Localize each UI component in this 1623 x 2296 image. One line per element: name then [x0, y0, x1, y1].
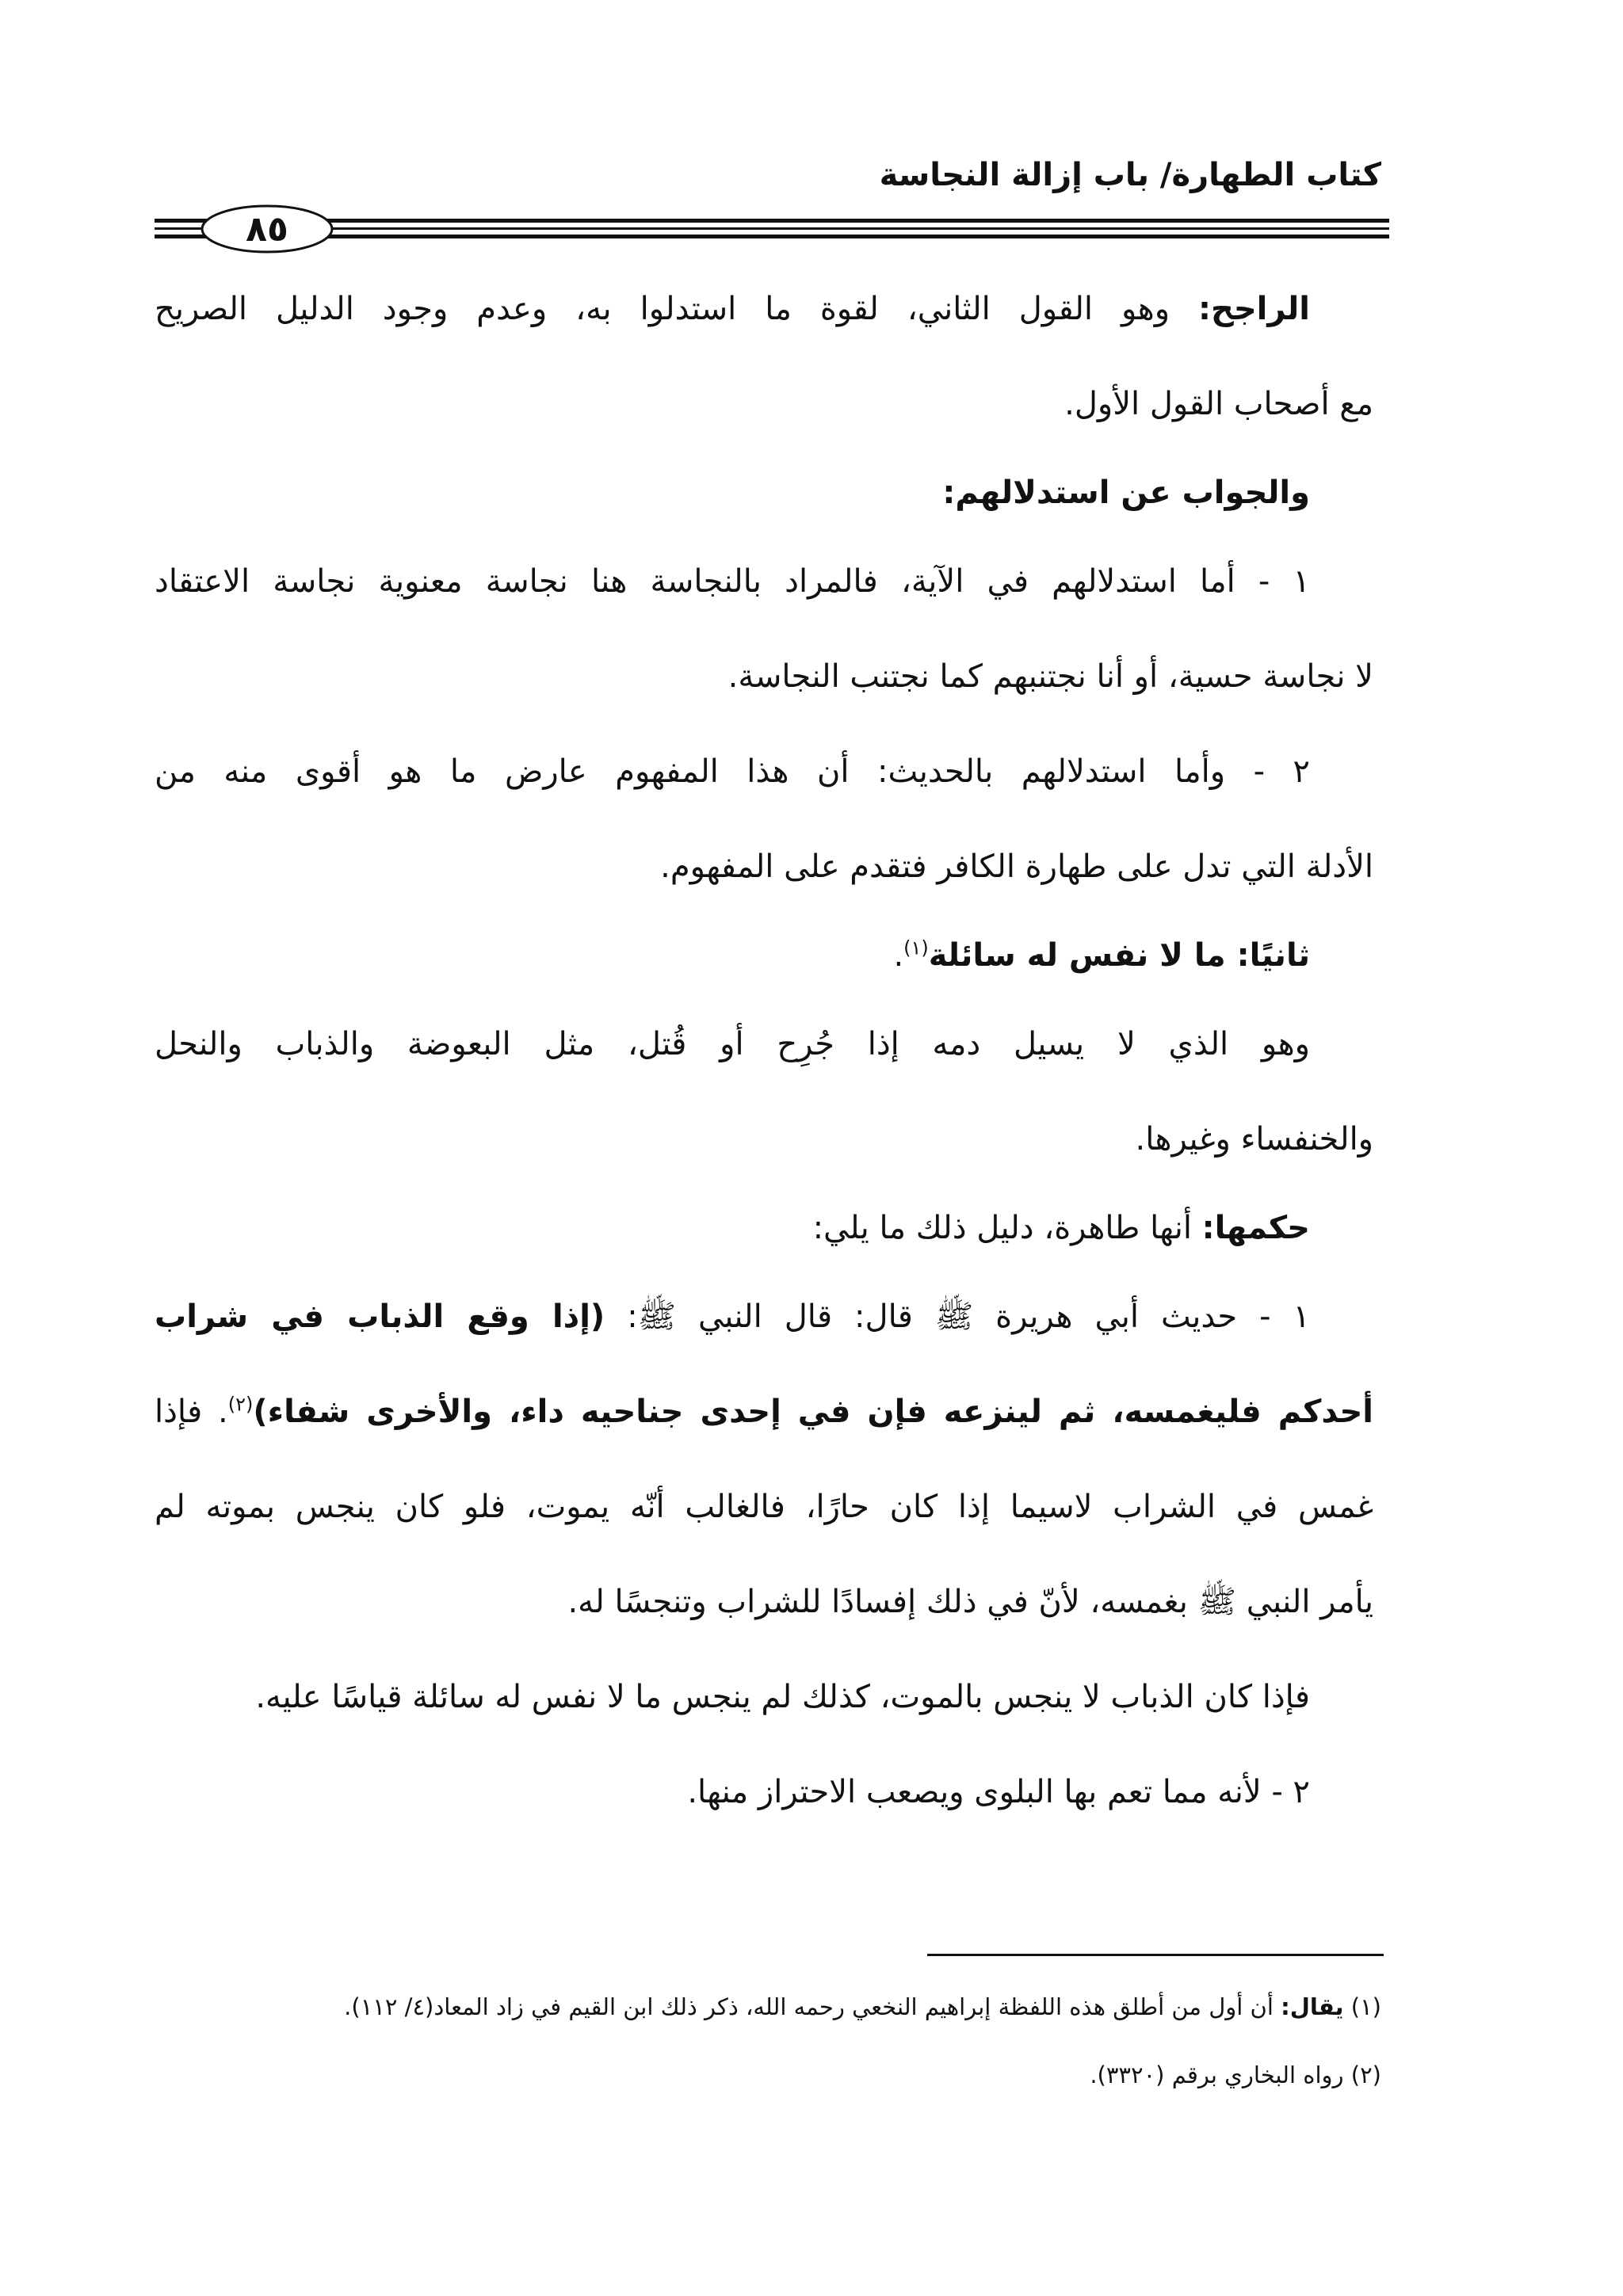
footnote-1-label: يقال:: [1281, 1993, 1344, 2020]
footnote-ref-1[interactable]: (١): [903, 936, 929, 959]
footnote-separator: [927, 1954, 1384, 1956]
preferred-text: وهو القول الثاني، لقوة ما استدلوا به، وعدم وجود الدليل الصريح: [155, 291, 1170, 327]
analogy-line: فإذا كان الذباب لا ينجس بالموت، كذلك لم ينجس ما لا نفس له سائلة قياسًا عليه.: [255, 1679, 1310, 1715]
main-text: [155, 261, 1373, 1840]
reason-2-line: ٢ - لأنه مما تعم بها البلوى ويصعب الاحتراز منها.: [687, 1774, 1310, 1810]
heading-answer: والجواب عن استدلالهم:: [942, 475, 1310, 511]
hadith-intro: ١ - حديث أبي هريرة ﷺ قال: قال النبي ﷺ:: [627, 1299, 1311, 1335]
footnote-2-text: رواه البخاري برقم (٣٣٢٠).: [1090, 2061, 1344, 2088]
heading-second-text: ثانيًا: ما لا نفس له سائلة: [928, 937, 1310, 974]
paragraph-preferred-line-2: مع أصحاب القول الأول.: [1064, 386, 1373, 422]
footnote-2-number: (٢): [1350, 2061, 1381, 2088]
page-number: ٨٥: [246, 209, 288, 250]
footnote-1: [145, 1979, 1381, 2047]
definition-line-1: وهو الذي لا يسيل دمه إذا جُرِح أو قُتل، مثل البعوضة والذباب والنحل: [155, 1026, 1310, 1062]
answer-1-line-1: ١ - أما استدلالهم في الآية، فالمراد بالنجاسة هنا نجاسة معنوية نجاسة الاعتقاد: [155, 563, 1310, 600]
header-ornament: [155, 203, 1389, 258]
hadith-line-1: [155, 1269, 1373, 1364]
hadith-line-3: غمس في الشراب لاسيما إذا كان حارًا، فالغالب أنّه يموت، فلو كان ينجس بموته لم: [155, 1489, 1373, 1525]
preferred-label: الراجح:: [1198, 291, 1310, 327]
header-rule: [155, 203, 1389, 258]
hadith-quote-end: أحدكم فليغمسه، ثم لينزعه فإن في إحدى جناحيه داء، والأخرى شفاء): [253, 1394, 1373, 1430]
ruling-label: حكمها:: [1201, 1210, 1310, 1246]
hadith-line-2: [155, 1364, 1373, 1459]
hadith-line-4: يأمر النبي ﷺ بغمسه، لأنّ في ذلك إفسادًا للشراب وتنجسًا له.: [567, 1584, 1373, 1620]
hadith-continuation: . فإذا: [155, 1394, 228, 1430]
heading-second-end: .: [893, 937, 904, 974]
answer-2-line-1: ٢ - وأما استدلالهم بالحديث: أن هذا المفهوم عارض ما هو أقوى منه من: [155, 753, 1310, 790]
running-head: كتاب الطهارة/ باب إزالة النجاسة: [879, 157, 1381, 193]
paragraph-preferred-line-1: [155, 261, 1373, 357]
footnote-ref-2[interactable]: (٢): [227, 1393, 254, 1416]
ruling-line: [155, 1187, 1373, 1269]
footnotes: [145, 1979, 1381, 2115]
answer-2-line-2: الأدلة التي تدل على طهارة الكافر فتقدم على المفهوم.: [660, 849, 1373, 885]
heading-second: [155, 914, 1373, 997]
ruling-text: أنها طاهرة، دليل ذلك ما يلي:: [812, 1210, 1192, 1246]
definition-line-2: والخنفساء وغيرها.: [1135, 1121, 1373, 1158]
answer-1-line-2: لا نجاسة حسية، أو أنا نجتنبهم كما نجتنب النجاسة.: [727, 658, 1373, 695]
footnote-1-number: (١): [1350, 1993, 1381, 2020]
footnote-1-text: أن أول من أطلق هذه اللفظة إبراهيم النخعي رحمه الله، ذكر ذلك ابن القيم في زاد المعاد(٤/ ١١٢).: [344, 1993, 1274, 2020]
hadith-quote-start: (إذا وقع الذباب في شراب: [155, 1299, 605, 1335]
footnote-2: [145, 2047, 1381, 2115]
